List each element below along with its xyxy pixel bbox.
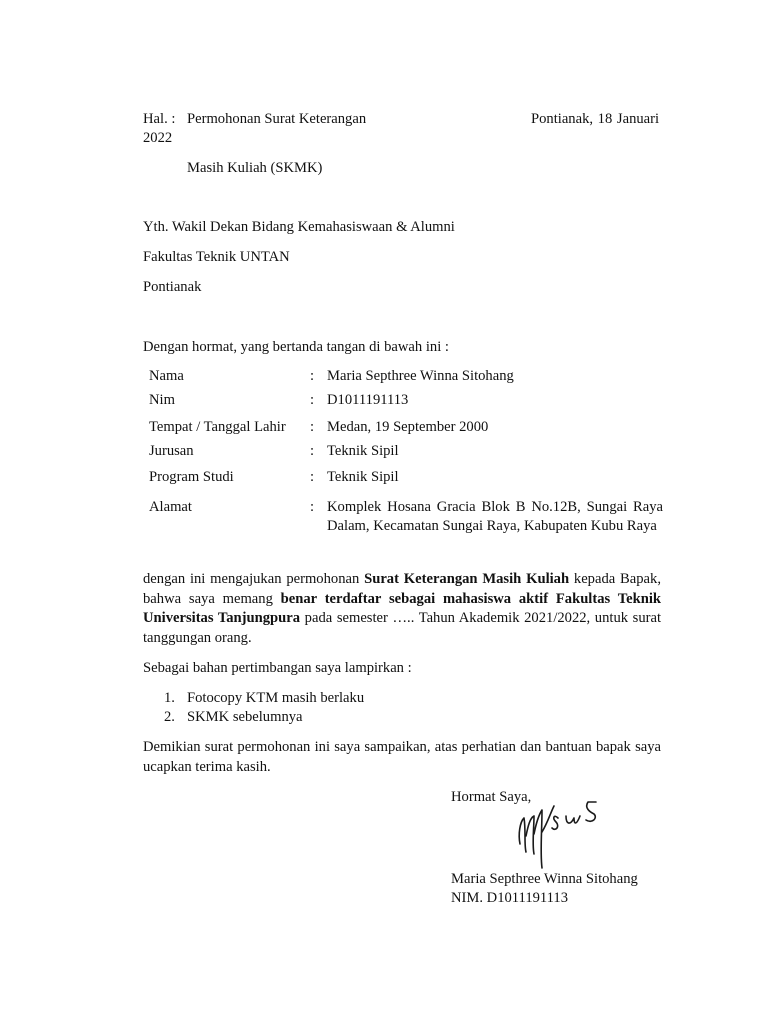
recipient-line-2: Fakultas Teknik UNTAN bbox=[143, 249, 290, 265]
attachment-item: SKMK sebelumnya bbox=[187, 709, 303, 725]
recipient-line-3: Pontianak bbox=[143, 279, 202, 295]
identity-colon: : bbox=[310, 419, 315, 435]
body-bold-text: Surat Keterangan Masih Kuliah bbox=[364, 571, 570, 587]
identity-colon: : bbox=[310, 499, 315, 515]
identity-label-alamat: Alamat bbox=[149, 499, 192, 515]
identity-value-prodi: Teknik Sipil bbox=[327, 469, 399, 485]
body-text: dengan ini mengajukan permohonan bbox=[143, 571, 365, 587]
identity-colon: : bbox=[310, 443, 315, 459]
body-text: kepada Bapak, bahwa saya memang bbox=[143, 571, 661, 607]
signer-name: Maria Septhree Winna Sitohang bbox=[451, 871, 638, 887]
date-year: 2022 bbox=[143, 130, 173, 146]
recipient-line-1: Yth. Wakil Dekan Bidang Kemahasiswaan & Alumni bbox=[143, 219, 455, 235]
signer-nim: NIM. D1011191113 bbox=[451, 890, 569, 906]
identity-label-prodi: Program Studi bbox=[149, 469, 234, 485]
identity-colon: : bbox=[310, 368, 315, 384]
identity-value-jurusan: Teknik Sipil bbox=[327, 443, 399, 459]
greeting: Dengan hormat, yang bertanda tangan di bawah ini : bbox=[143, 339, 449, 355]
identity-colon: : bbox=[310, 469, 315, 485]
identity-colon: : bbox=[310, 392, 315, 408]
attachment-number: 1. bbox=[164, 690, 175, 706]
identity-label-jurusan: Jurusan bbox=[149, 443, 194, 459]
body-bold-text: benar terdaftar sebagai mahasiswa aktif Fakultas Teknik Universitas Tanjungpura bbox=[143, 590, 662, 626]
place-date: Pontianak, 18 Januari bbox=[531, 111, 660, 127]
identity-label-nim: Nim bbox=[149, 392, 175, 408]
identity-value-alamat: Komplek Hosana Gracia Blok B No.12B, Sungai Raya Dalam, Kecamatan Sungai Raya, Kabupaten Kubu Raya bbox=[327, 499, 663, 534]
body-paragraph-3: Demikian surat permohonan ini saya sampaikan, atas perhatian dan bantuan bapak saya ucapkan terima kasih. bbox=[143, 739, 661, 775]
subject-label: Hal. : bbox=[143, 111, 176, 127]
closing-salutation: Hormat Saya, bbox=[451, 789, 532, 805]
identity-value-nama: Maria Septhree Winna Sitohang bbox=[327, 368, 514, 384]
identity-label-nama: Nama bbox=[149, 368, 184, 384]
subject-text: Permohonan Surat Keterangan bbox=[187, 111, 367, 127]
attachment-item: Fotocopy KTM masih berlaku bbox=[187, 690, 365, 706]
subject-text-continued: Masih Kuliah (SKMK) bbox=[187, 160, 323, 176]
identity-value-ttl: Medan, 19 September 2000 bbox=[327, 419, 489, 435]
body-text: pada semester ….. Tahun Akademik 2021/2022, untuk surat tanggungan orang. bbox=[143, 610, 662, 646]
attachment-number: 2. bbox=[164, 709, 175, 725]
body-paragraph-1 bbox=[143, 570, 661, 648]
identity-label-ttl: Tempat / Tanggal Lahir bbox=[149, 419, 286, 435]
body-paragraph-2: Sebagai bahan pertimbangan saya lampirkan : bbox=[143, 660, 412, 676]
identity-value-nim: D1011191113 bbox=[327, 392, 409, 408]
handwritten-signature bbox=[508, 796, 612, 872]
